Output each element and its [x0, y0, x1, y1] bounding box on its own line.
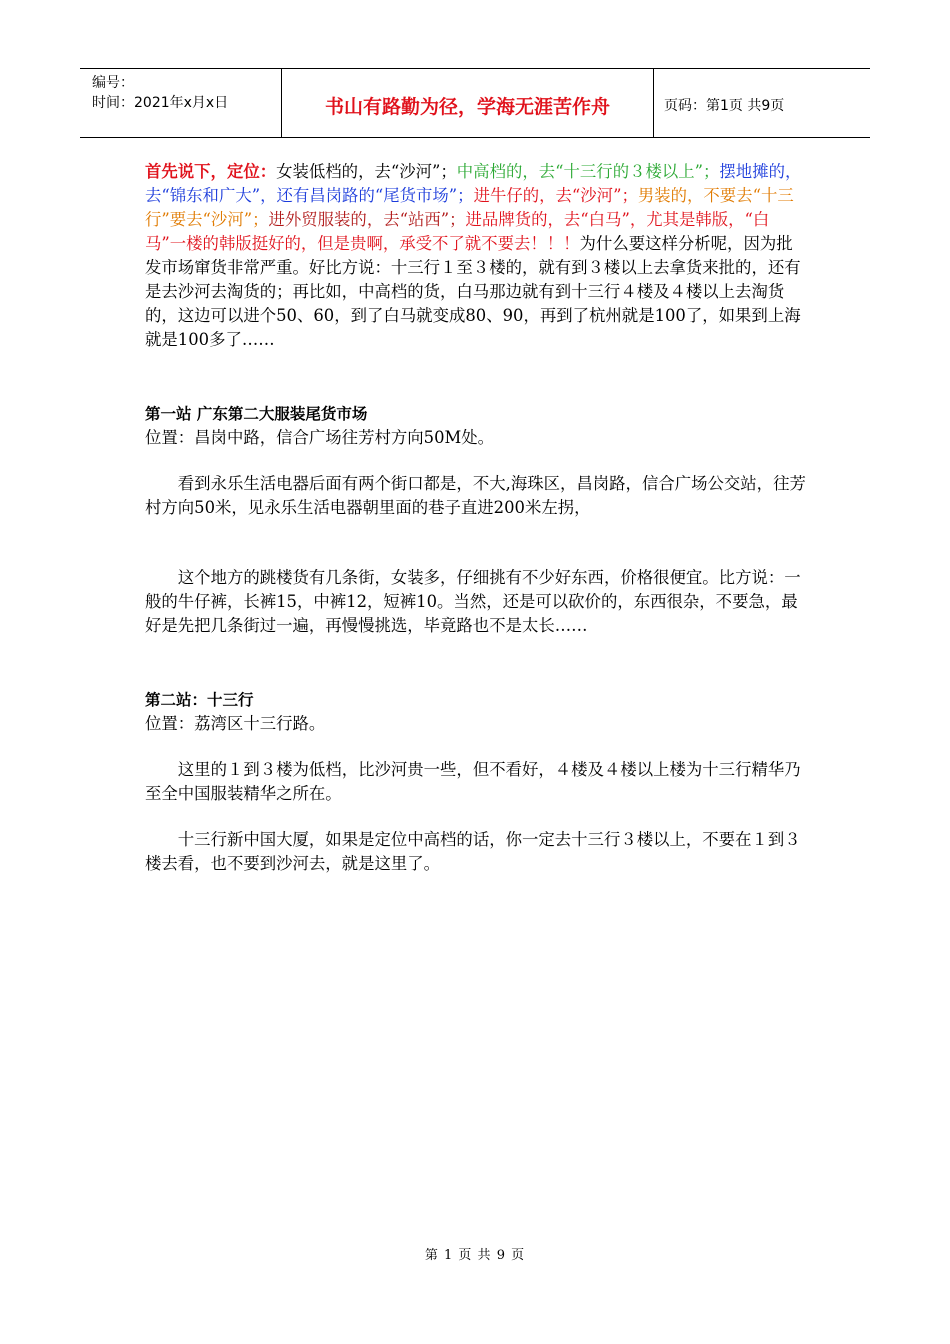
- station1-directions: 看到永乐生活电器后面有两个街口都是，不大,海珠区，昌岗路，信合广场公交站，往芳村方向50米，见永乐生活电器朝里面的巷子直进200米左拐，: [145, 474, 806, 517]
- intro-paragraph: [145, 160, 807, 352]
- station2-floors: 这里的１到３楼为低档，比沙河贵一些，但不看好，４楼及４楼以上楼为十三行精华乃至全中国服装精华之所在。: [145, 760, 801, 803]
- intro-mid-high: 中高档的，去“十三行的３楼以上”；: [456, 162, 720, 181]
- header-meta: [80, 69, 282, 137]
- intro-menswear: 男装的，不要去“十三行”要去“沙河”；: [145, 186, 794, 229]
- intro-export: 进外贸服装的，去“站西”；: [268, 210, 466, 229]
- intro-analysis: 为什么要这样分析呢，因为批发市场窜货非常严重。好比方说：十三行１至３楼的，就有到３楼以上去拿货来批的，还有是去沙河去淘货的；再比如，中高档的货，白马那边就有到十三行４楼及４楼以上去淘货的，这边可以进个50、60，到了白马就变成80、90，再到了杭州就是100了，如果到上海就是100多了……: [145, 234, 801, 349]
- intro-women-low: 女装低档的，去“沙河”；: [276, 162, 457, 181]
- station2-recommendation: 十三行新中国大厦，如果是定位中高档的话，你一定去十三行３楼以上，不要在１到３楼去看，也不要到沙河去，就是这里了。: [145, 830, 801, 873]
- time-label: 时间：2021年x月x日: [92, 95, 229, 111]
- header-motto: 书山有路勤为径，学海无涯苦作舟: [282, 69, 654, 137]
- number-label: 编号：: [92, 75, 134, 91]
- page-footer: 第 1 页 共 9 页: [424, 1248, 526, 1263]
- intro-street-stall: 摆地摊的，去“锦东和广大”，还有昌岗路的“尾货市场”；: [145, 162, 802, 205]
- document-header: [80, 68, 870, 138]
- header-page-info: 页码：第1页 共9页: [664, 98, 785, 114]
- intro-brand: 进品牌货的，去“白马”，尤其是韩版，“白马”一楼的韩版挺好的，但是贵啊，承受不了就不要去！！！: [145, 210, 770, 253]
- station2-title: 第二站：十三行: [145, 691, 254, 709]
- station1-description: 这个地方的跳楼货有几条街，女装多，仔细挑有不少好东西，价格很便宜。比方说：一般的牛仔裤，长裤15，中裤12，短裤10。当然，还是可以砍价的，东西很杂，不要急，最好是先把几条街过一遍，再慢慢挑选，毕竟路也不是太长……: [145, 568, 801, 635]
- intro-positioning-label: 首先说下，定位：: [145, 162, 277, 181]
- station1-title: 第一站 广东第二大服装尾货市场: [145, 405, 368, 423]
- station1-location: 位置：昌岗中路，信合广场往芳村方向50M处。: [145, 428, 495, 447]
- document-body: [145, 160, 807, 876]
- intro-denim: 进牛仔的，去“沙河”；: [473, 186, 638, 205]
- station2-location: 位置：荔湾区十三行路。: [145, 714, 326, 733]
